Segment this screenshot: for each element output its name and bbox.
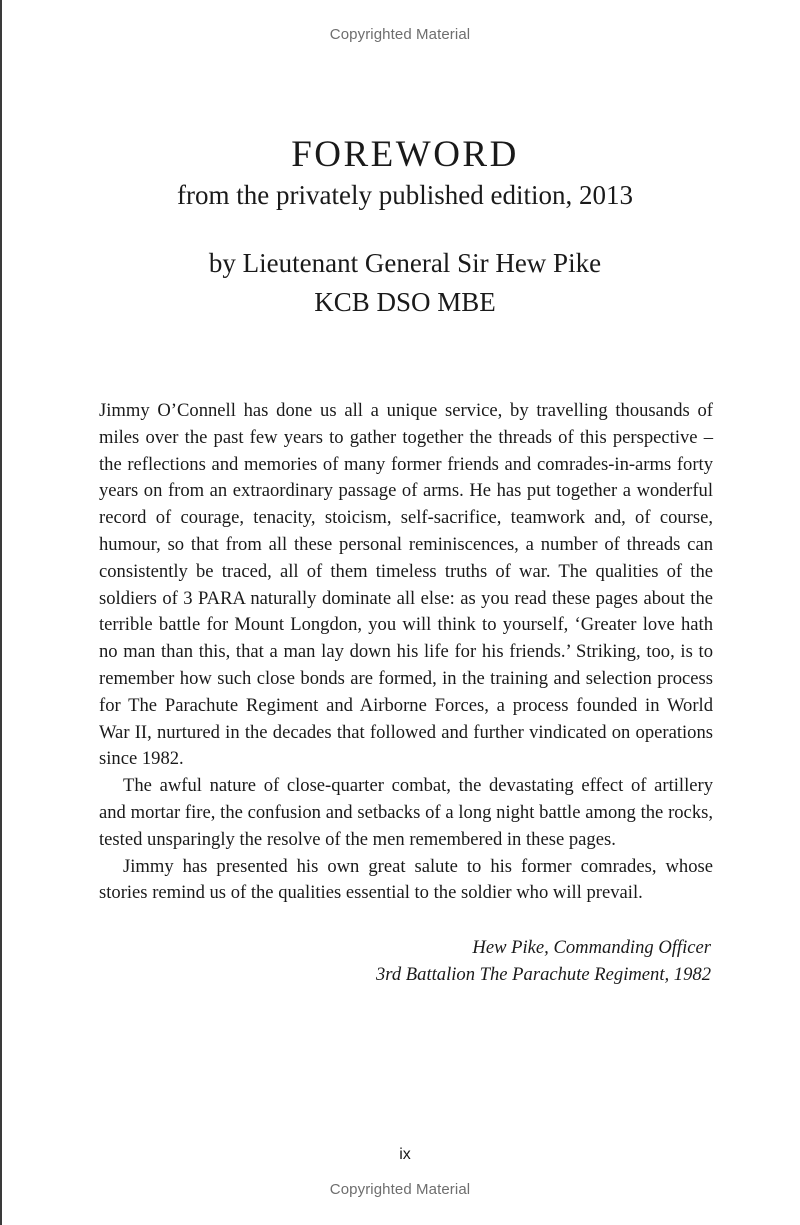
- copyright-watermark-top: Copyrighted Material: [329, 26, 471, 43]
- signature-name: Hew Pike, Commanding Officer: [472, 937, 711, 958]
- signature-unit: 3rd Battalion The Parachute Regiment, 1982: [376, 964, 711, 985]
- page-number: ix: [399, 1146, 411, 1163]
- author-honours: KCB DSO MBE: [314, 287, 496, 317]
- page-subtitle: from the privately published edition, 2013: [177, 180, 633, 210]
- page-title: FOREWORD: [291, 134, 519, 175]
- copyright-watermark-bottom: Copyrighted Material: [329, 1181, 471, 1198]
- foreword-body: [99, 398, 713, 907]
- body-paragraph: Jimmy has presented his own great salute to his former comrades, whose stories remind us of the qualities essential to the soldier who will prevail.: [99, 855, 713, 904]
- signature-block: [376, 934, 711, 988]
- body-paragraph: The awful nature of close-quarter combat, the devastating effect of artillery and mortar fire, the confusion and setbacks of a long night battle among the rocks, tested unsparingly the resolve of the men remembered in these pages.: [99, 775, 713, 850]
- body-paragraph: Jimmy O’Connell has done us all a unique service, by travelling thousands of miles over the past few years to gather together the threads of this perspective – the reflections and memories of many former friends and comrades-in-arms forty years on from an extraordinary passage of arms. He has put together a wonderful record of courage, tenacity, stoicism, self-sacrifice, teamwork and, of course, humour, so that from all these personal reminiscences, a number of threads can consistently be traced, all of them timeless truths of war. The qualities of the soldiers of 3 PARA naturally dominate all else: as you read these pages about the terrible battle for Mount Longdon, you will think to yourself, ‘Greater love hath no man than this, that a man lay down his life for his friends.’ Striking, too, is to remember how such close bonds are formed, in the training and selection process for The Parachute Regiment and Airborne Forces, a process founded in World War II, nurtured in the decades that followed and further vindicated on operations since 1982.: [99, 400, 713, 770]
- author-line: by Lieutenant General Sir Hew Pike: [208, 248, 602, 278]
